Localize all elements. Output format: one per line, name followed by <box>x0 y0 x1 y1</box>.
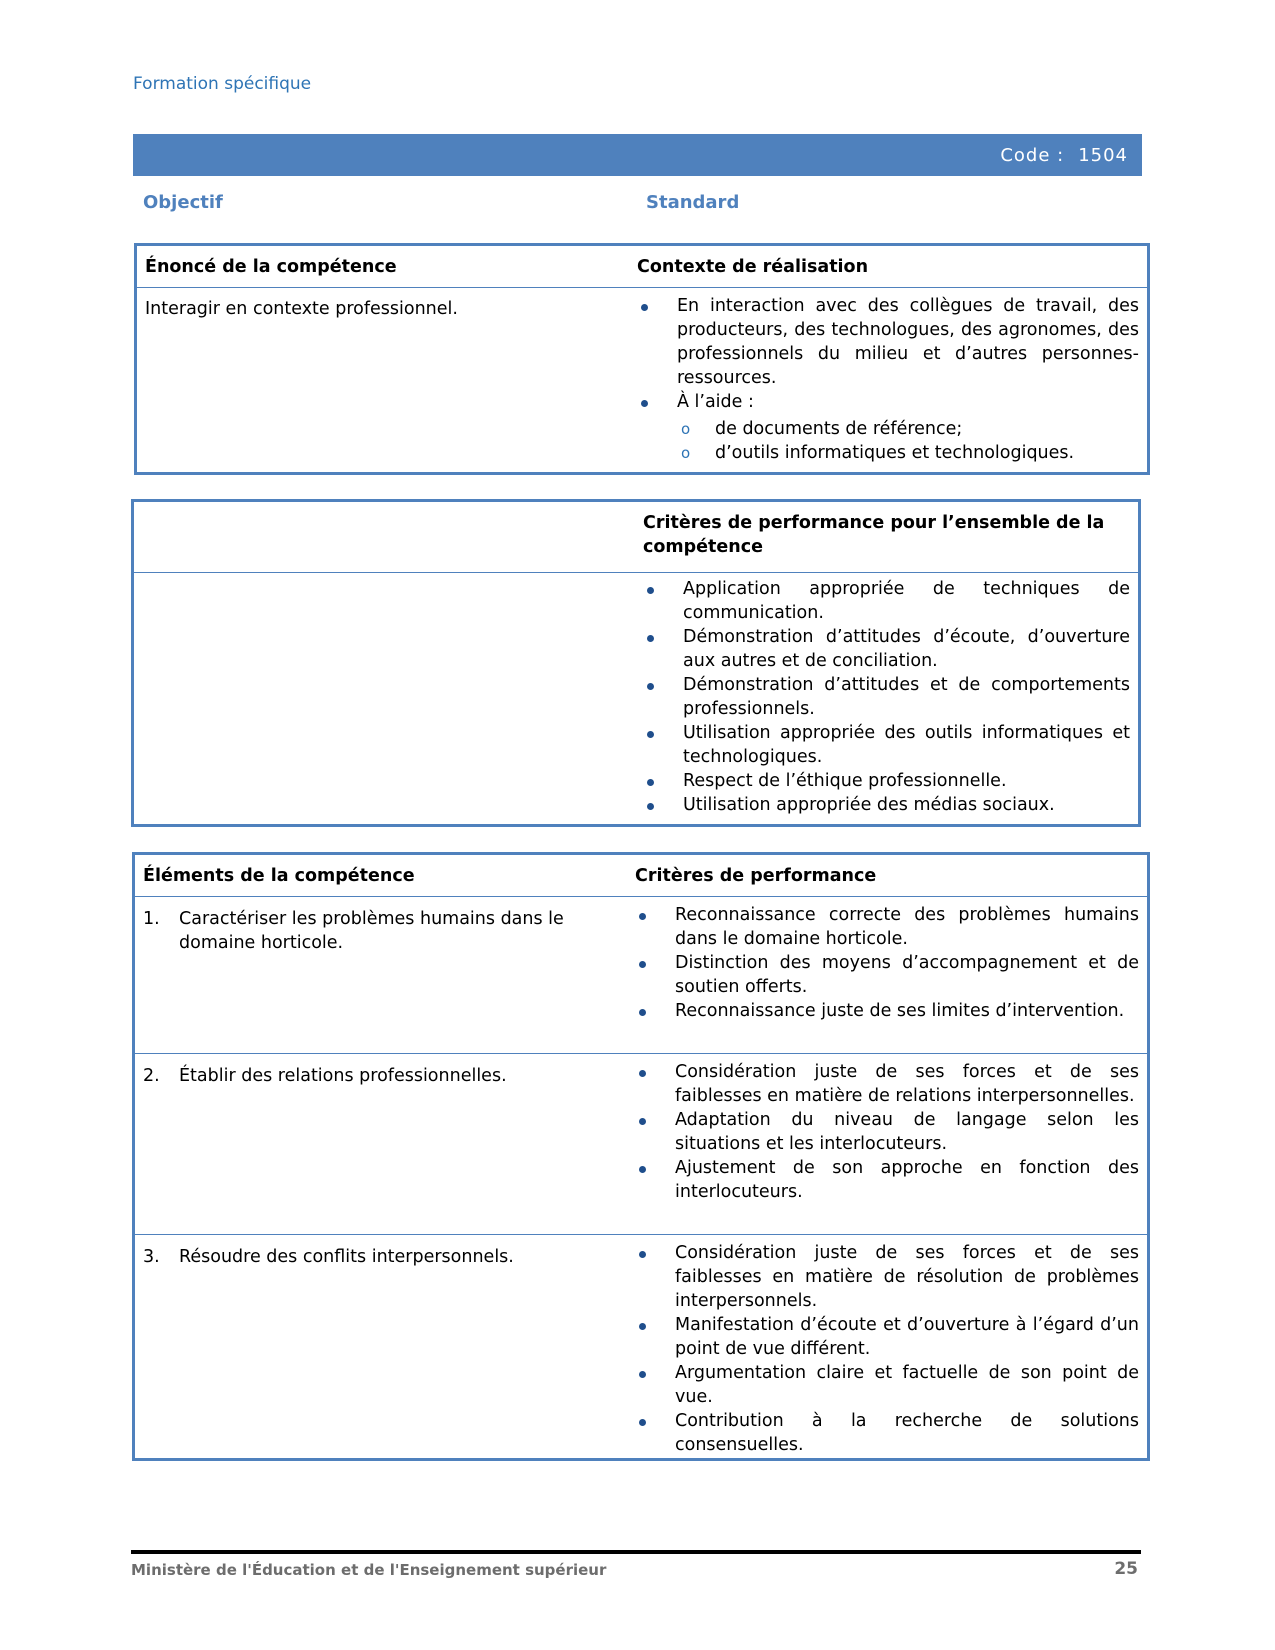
table-header-row <box>135 855 1147 896</box>
list-item: Adaptation du niveau de langage selon les situations et les interlocuteurs. <box>635 1108 1139 1156</box>
elements-table <box>132 852 1150 1461</box>
element-text: Établir des relations professionnelles. <box>179 1066 507 1086</box>
enonce-text: Interagir en contexte professionnel. <box>145 299 458 319</box>
list-item: Reconnaissance correcte des problèmes humains dans le domaine horticole. <box>635 903 1139 951</box>
competence-table <box>134 243 1150 475</box>
contexte-header: Contexte de réalisation <box>637 257 869 277</box>
element-number: 1. <box>143 909 160 929</box>
code-label: Code : <box>1000 144 1065 166</box>
table-row <box>135 1053 1147 1234</box>
table-row <box>134 572 1138 817</box>
list-item: Argumentation claire et factuelle de son point de vue. <box>635 1361 1139 1409</box>
list-item: Ajustement de son approche en fonction des interlocuteurs. <box>635 1156 1139 1204</box>
list-item: En interaction avec des collègues de travail, des producteurs, des technologues, des agronomes, des professionnels du milieu et d’autres personnes-ressources. <box>637 294 1139 390</box>
list-item: À l’aide : o de documents de référence; o d’outils informatiques et technologiques. <box>637 390 1139 465</box>
list-item: Manifestation d’écoute et d’ouverture à l’égard d’un point de vue différent. <box>635 1313 1139 1361</box>
list-item: Respect de l’éthique professionnelle. <box>643 769 1130 793</box>
footer-ministry: Ministère de l'Éducation et de l'Enseignement supérieur <box>131 1561 607 1579</box>
element-number: 3. <box>143 1247 160 1267</box>
sub-list-item: o d’outils informatiques et technologiques. <box>677 441 1139 465</box>
criteres-header: Critères de performance <box>635 866 877 886</box>
standard-label: Standard <box>646 192 740 213</box>
list-item: Utilisation appropriée des outils informatiques et technologiques. <box>643 721 1130 769</box>
enonce-header: Énoncé de la compétence <box>145 257 397 277</box>
criteres-ensemble-table <box>131 499 1141 827</box>
elements-header: Éléments de la compétence <box>143 866 415 886</box>
list-item: Application appropriée de techniques de communication. <box>643 577 1130 625</box>
contexte-cell <box>637 288 1147 465</box>
list-item: Considération juste de ses forces et de ses faiblesses en matière de résolution de problèmes interpersonnels. <box>635 1241 1139 1313</box>
table-header-row <box>134 502 1138 572</box>
list-item: Démonstration d’attitudes d’écoute, d’ouverture aux autres et de conciliation. <box>643 625 1130 673</box>
element-number: 2. <box>143 1066 160 1086</box>
sub-list-item: o de documents de référence; <box>677 417 1139 441</box>
list-item: Utilisation appropriée des médias sociaux. <box>643 793 1130 817</box>
element-text: Résoudre des conflits interpersonnels. <box>179 1247 514 1267</box>
list-item: Contribution à la recherche de solutions consensuelles. <box>635 1409 1139 1457</box>
code-bar <box>133 134 1142 176</box>
code-value: 1504 <box>1078 144 1128 166</box>
page-number: 25 <box>1114 1559 1138 1579</box>
list-item: Considération juste de ses forces et de ses faiblesses en matière de relations interpersonnelles. <box>635 1060 1139 1108</box>
footer-divider <box>131 1550 1141 1554</box>
empty-header <box>134 502 643 572</box>
criteres-ensemble-cell <box>643 573 1138 817</box>
element-text: Caractériser les problèmes humains dans le domaine horticole. <box>179 909 564 953</box>
table-header-row <box>137 246 1147 287</box>
list-item: Démonstration d’attitudes et de comportements professionnels. <box>643 673 1130 721</box>
list-item: Distinction des moyens d’accompagnement et de soutien offerts. <box>635 951 1139 999</box>
table-row <box>137 287 1147 465</box>
table-row <box>135 1234 1147 1457</box>
table-row <box>135 896 1147 1053</box>
criteres-ensemble-header: Critères de performance pour l’ensemble de la compétence <box>643 513 1105 557</box>
section-label: Formation spécifique <box>133 74 312 94</box>
objectif-label: Objectif <box>143 192 223 213</box>
list-item: Reconnaissance juste de ses limites d’intervention. <box>635 999 1139 1023</box>
